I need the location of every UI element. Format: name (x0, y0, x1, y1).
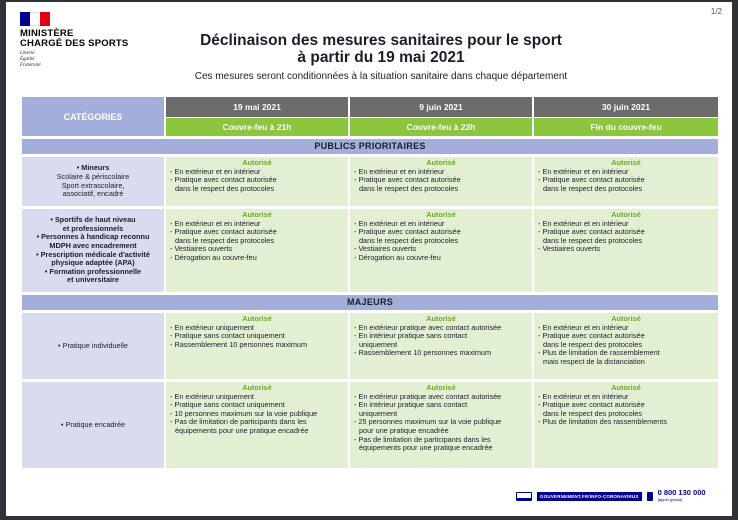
measure-item: - Rassemblement 10 personnes maximum (354, 348, 492, 358)
category-text: MDPH avec encadrement (49, 240, 137, 250)
measure-item: - En extérieur et en intérieur (354, 166, 445, 176)
status-authorized: Autorisé (611, 383, 641, 392)
measure-cell (350, 209, 532, 292)
measure-item: - En intérieur pratique sans contact (354, 400, 468, 410)
measure-item: - En extérieur et en intérieur (538, 218, 629, 228)
measure-item: dans le respect des protocoles (359, 235, 458, 245)
measure-item: uniquement (359, 339, 398, 349)
category-text: et professionnels (62, 223, 124, 233)
status-authorized: Autorisé (242, 314, 272, 323)
measure-item: - En extérieur pratique avec contact autorisée (354, 391, 502, 401)
section-band: PUBLICS PRIORITAIRES (22, 139, 718, 154)
measure-item: - En intérieur pratique sans contact (354, 331, 468, 341)
status-authorized: Autorisé (242, 210, 272, 219)
measure-item: équipements pour une pratique encadrée (359, 443, 493, 453)
category-text: physique adaptée (APA) (51, 258, 135, 268)
footer (516, 489, 706, 503)
category-text: et universitaire (67, 275, 119, 285)
status-authorized: Autorisé (611, 210, 641, 219)
status-authorized: Autorisé (426, 210, 456, 219)
government-website: GOUVERNEMENT.FR/INFO-CORONAVIRUS (537, 492, 642, 501)
document-title: Déclinaison des mesures sanitaires pour le sport à partir du 19 mai 2021 (200, 32, 562, 66)
phone-number: 0 800 130 000 (657, 488, 706, 497)
measure-item: - Pratique avec contact autorisée (170, 175, 277, 185)
phone-note: (appel gratuit) (657, 497, 683, 502)
measure-item: - Pas de limitation de participants dans les (170, 417, 307, 427)
category-cell (22, 313, 164, 379)
category-cell (22, 382, 164, 468)
curfew-header-3: Fin du couvre-feu (534, 118, 718, 136)
date-header-3: 30 juin 2021 (534, 97, 718, 117)
measure-item: - Pratique avec contact autorisée (354, 175, 461, 185)
curfew-header-2: Couvre-feu à 23h (350, 118, 532, 136)
status-authorized: Autorisé (426, 314, 456, 323)
measure-item: dans le respect des protocoles (175, 183, 274, 193)
measure-item: uniquement (359, 408, 398, 418)
category-cell (22, 157, 164, 206)
measure-cell (166, 157, 348, 206)
measure-item: - En extérieur uniquement (170, 391, 254, 401)
measure-item: - En extérieur et en intérieur (538, 391, 629, 401)
measure-item: - 25 personnes maximum sur la voie publique (354, 417, 502, 427)
measure-item: - Plus de limitation des rassemblements (538, 417, 667, 427)
measure-item: - Plus de limitation de rassemblement (538, 348, 660, 358)
status-authorized: Autorisé (242, 158, 272, 167)
curfew-header-1: Couvre-feu à 21h (166, 118, 348, 136)
status-authorized: Autorisé (426, 158, 456, 167)
date-header-1: 19 mai 2021 (166, 97, 348, 117)
measure-cell (350, 157, 532, 206)
measure-item: - Pratique avec contact autorisée (538, 175, 645, 185)
measure-item: - En extérieur et en intérieur (170, 218, 261, 228)
marianne-flag-icon (20, 12, 50, 26)
measure-item: - En extérieur et en intérieur (354, 218, 445, 228)
measure-item: - Vestiaires ouverts (170, 244, 233, 254)
categories-header: CATÉGORIES (22, 97, 164, 136)
measure-item: - En extérieur et en intérieur (170, 166, 261, 176)
ministry-logo (20, 12, 140, 69)
document-page (6, 2, 732, 516)
laptop-icon (516, 492, 532, 501)
measure-item: - Vestiaires ouverts (354, 244, 417, 254)
measure-item: - Pratique avec contact autorisée (170, 227, 277, 237)
measure-item: dans le respect des protocoles (359, 183, 458, 193)
measure-item: mais respect de la distanciation (543, 356, 645, 366)
measure-item: - Pas de limitation de participants dans les (354, 434, 491, 444)
page-number: 1/2 (710, 7, 722, 16)
measure-item: dans le respect des protocoles (543, 235, 642, 245)
measure-item: dans le respect des protocoles (175, 235, 274, 245)
measure-item: - En extérieur pratique avec contact autorisée (354, 322, 502, 332)
measure-item: - En extérieur et en intérieur (538, 166, 629, 176)
category-text: • Pratique individuelle (58, 340, 128, 350)
measure-cell (534, 157, 718, 206)
measure-item: dans le respect des protocoles (543, 183, 642, 193)
measure-item: - 10 personnes maximum sur la voie publique (170, 408, 318, 418)
measure-item: - Dérogation au couvre-feu (170, 252, 257, 262)
measure-cell (166, 382, 348, 468)
category-text: • Personnes à handicap reconnu (36, 232, 150, 242)
measure-item: équipements pour une pratique encadrée (175, 425, 309, 435)
document-subtitle: Ces mesures seront conditionnées à la situation sanitaire dans chaque département (194, 71, 568, 82)
measure-cell (350, 382, 532, 468)
measure-item: - En extérieur et en intérieur (538, 322, 629, 332)
category-text: Sport extrascolaire, (61, 180, 125, 190)
category-cell (22, 209, 164, 292)
category-text: • Prescription médicale d'activité (36, 249, 150, 259)
measure-item: - En extérieur uniquement (170, 322, 254, 332)
section-band: MAJEURS (22, 295, 718, 310)
measure-cell (350, 313, 532, 379)
measure-cell (166, 313, 348, 379)
measure-item: dans le respect des protocoles (543, 339, 642, 349)
category-text: associatif, encadré (62, 189, 124, 199)
measure-item: - Pratique avec contact autorisée (538, 227, 645, 237)
category-text: • Mineurs (76, 163, 110, 173)
measure-item: - Rassemblement 10 personnes maximum (170, 339, 308, 349)
measure-item: - Dérogation au couvre-feu (354, 252, 441, 262)
measure-item: dans le respect des protocoles (543, 408, 642, 418)
measure-item: - Pratique sans contact uniquement (170, 400, 285, 410)
category-text: • Formation professionnelle (44, 266, 142, 276)
status-authorized: Autorisé (426, 383, 456, 392)
category-text: Scolaire & périscolaire (56, 171, 130, 181)
date-header-2: 9 juin 2021 (350, 97, 532, 117)
measure-item: pour une pratique encadrée (359, 425, 449, 435)
measure-item: - Pratique avec contact autorisée (538, 331, 645, 341)
phone-icon (647, 492, 653, 501)
measure-cell (534, 313, 718, 379)
measure-item: - Pratique sans contact uniquement (170, 331, 285, 341)
logo-line-1: MINISTÈRE (20, 28, 74, 39)
measure-cell (534, 209, 718, 292)
category-text: • Pratique encadrée (60, 419, 126, 429)
measure-item: - Pratique avec contact autorisée (538, 400, 645, 410)
measure-cell (166, 209, 348, 292)
status-authorized: Autorisé (611, 158, 641, 167)
measure-cell (534, 382, 718, 468)
measure-item: - Vestiaires ouverts (538, 244, 601, 254)
status-authorized: Autorisé (242, 383, 272, 392)
category-text: • Sportifs de haut niveau (50, 215, 136, 225)
logo-line-2: CHARGÉ DES SPORTS (20, 38, 129, 49)
measure-item: - Pratique avec contact autorisée (354, 227, 461, 237)
status-authorized: Autorisé (611, 314, 641, 323)
logo-motto: Liberté Égalité Fraternité (20, 51, 41, 68)
